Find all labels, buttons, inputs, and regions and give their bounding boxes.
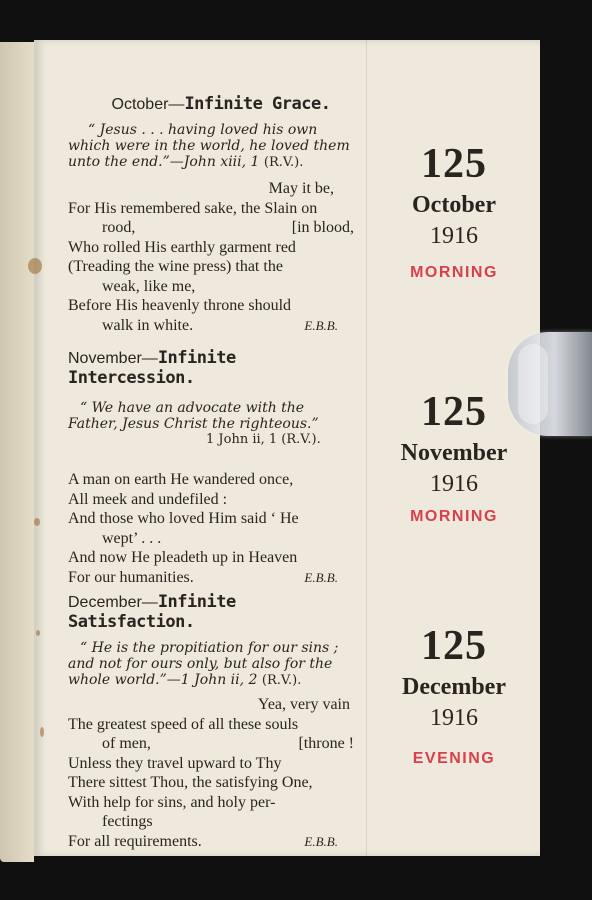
poem-line: For all requirements. E.B.B. <box>68 832 338 850</box>
stub-december <box>370 624 538 768</box>
section-title: Infinite Satisfaction. <box>68 592 236 632</box>
section-october <box>68 94 354 335</box>
section-month: November— <box>68 350 158 367</box>
poem-line: For our humanities. E.B.B. <box>68 568 338 586</box>
stub-time-of-day: MORNING <box>410 264 498 281</box>
quote-line: and not for ours only, but also for the <box>68 656 333 672</box>
quote-line: “ Jesus . . . having loved his own <box>88 122 318 138</box>
scripture-quote <box>68 400 354 448</box>
section-heading <box>68 94 354 114</box>
poem-line: Yea, very vain <box>257 696 350 713</box>
section-december <box>68 592 354 851</box>
author-signature: E.B.B. <box>304 317 338 333</box>
facing-page-edge <box>0 42 34 862</box>
section-month: October— <box>111 96 185 113</box>
quote-line: “ We have an advocate with the <box>80 400 305 416</box>
stub-year: 1916 <box>430 471 478 497</box>
quote-reference: (R.V.). <box>263 155 304 170</box>
poem <box>68 179 354 335</box>
section-title: Infinite Grace. <box>184 94 331 114</box>
poem-line: walk in white. E.B.B. <box>102 316 338 334</box>
poem <box>68 470 354 587</box>
poem-line: Who rolled His earthly garment red <box>68 238 296 256</box>
quote-reference: 1 John ii, 1 (R.V.). <box>206 432 321 447</box>
foxing-stain <box>40 727 44 737</box>
poem-line: fectings <box>102 813 153 830</box>
poem-line: And those who loved Him said ‘ He <box>68 510 299 527</box>
plastic-clip <box>508 332 592 436</box>
foxing-stain <box>28 258 42 274</box>
poem-line: The greatest speed of all these souls <box>68 715 299 733</box>
stub-october <box>370 142 538 282</box>
poem-line: weak, like me, <box>102 277 196 295</box>
stub-year: 1916 <box>430 705 478 731</box>
poem-line: And now He pleadeth up in Heaven <box>68 549 298 566</box>
stub-month: November <box>400 440 508 466</box>
quote-line: whole world.”—1 John ii, 2 <box>68 672 258 688</box>
poem <box>68 695 354 851</box>
stub-time-of-day: EVENING <box>412 750 496 767</box>
poem-line: All meek and undefiled : <box>68 490 228 508</box>
quote-reference: (R.V.). <box>261 673 302 688</box>
author-signature: E.B.B. <box>304 569 338 585</box>
section-november <box>68 348 354 587</box>
poem-line: wept’ . . . <box>102 529 162 547</box>
stub-month: October <box>412 192 496 218</box>
foxing-stain <box>36 630 40 636</box>
stub-time-of-day: MORNING <box>410 508 498 525</box>
quote-line: Father, Jesus Christ the righteous.” <box>68 416 319 432</box>
stub-month: December <box>402 674 506 700</box>
poem-line: There sittest Thou, the satisfying One, <box>68 774 313 791</box>
scripture-quote <box>68 122 354 171</box>
poem-line: Before His heavenly throne should <box>68 297 292 314</box>
poem-line: rood, [in blood, <box>102 219 354 236</box>
stub-year: 1916 <box>430 223 478 249</box>
poem-line: With help for sins, and holy per- <box>68 793 276 811</box>
perforation-line <box>366 40 367 856</box>
poem-line: May it be, <box>268 180 334 197</box>
quote-line: “ He is the propitiation for our sins ; <box>80 640 339 656</box>
quote-line: which were in the world, he loved them <box>68 138 350 154</box>
section-title: Infinite Intercession. <box>68 348 236 388</box>
poem-line: of men, [throne ! <box>102 735 354 752</box>
section-month: December— <box>68 594 158 611</box>
stub-number: 125 <box>421 623 487 669</box>
poem-line: For His remembered sake, the Slain on <box>68 199 318 217</box>
scripture-quote <box>68 640 354 689</box>
stub-number: 125 <box>421 141 487 187</box>
section-heading <box>68 348 354 388</box>
poem-line: Unless they travel upward to Thy <box>68 754 282 772</box>
quote-line: unto the end.”—John xiii, 1 <box>68 154 260 170</box>
stub-number: 125 <box>421 389 487 435</box>
author-signature: E.B.B. <box>304 833 338 849</box>
section-heading <box>68 592 354 632</box>
foxing-stain <box>34 518 40 526</box>
poem-line: A man on earth He wandered once, <box>68 471 294 488</box>
poem-line: (Treading the wine press) that the <box>68 258 283 275</box>
